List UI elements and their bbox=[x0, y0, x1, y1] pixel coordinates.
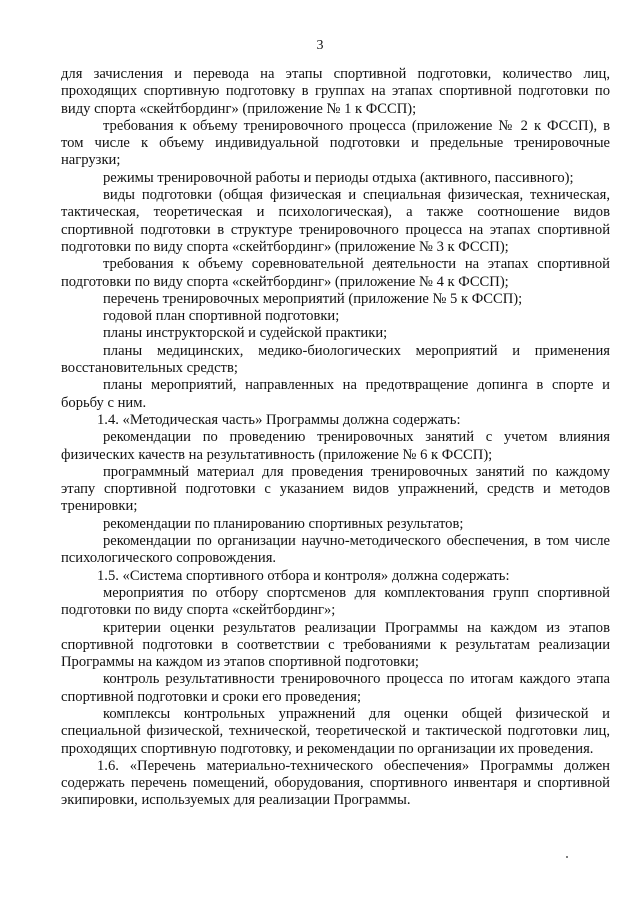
scan-speck bbox=[566, 856, 568, 858]
paragraph-scientific-support: рекомендации по организации научно-методического обеспечения, в том числе психологического сопровождения. bbox=[61, 533, 610, 567]
paragraph-instructor-practice: планы инструкторской и судейской практики; bbox=[103, 325, 388, 342]
paragraph-anti-doping: планы мероприятий, направленных на предотвращение допинга в спорте и борьбу с ним. bbox=[61, 377, 610, 411]
paragraph-athlete-selection: мероприятия по отбору спортсменов для комплектования групп спортивной подготовки по виду спорта «скейтбординг»; bbox=[61, 584, 610, 619]
paragraph-training-types: виды подготовки (общая физическая и специальная физическая, техническая, тактическая, теоретическая и психологическая), а также соотношение видов спортивной подготовки в структуре тренировочного процесса на этапах спортивной подготовки по виду спорта «скейтбординг» (приложение № 3 к ФССП); bbox=[61, 187, 610, 255]
paragraph-training-events: перечень тренировочных мероприятий (приложение № 5 к ФССП); bbox=[103, 290, 523, 307]
section-1-4-heading: 1.4. «Методическая часть» Программы должна содержать: bbox=[97, 411, 461, 428]
paragraph-program-material: программный материал для проведения тренировочных занятий по каждому этапу спортивной подготовки с указанием видов упражнений, средств и методов тренировки; bbox=[61, 463, 610, 515]
paragraph-control-exercises: комплексы контрольных упражнений для оценки общей физической и специальной физической, технической, теоретической и тактической подготовки лиц, проходящих спортивную подготовку, и рекомендации по организации их проведения. bbox=[61, 705, 610, 757]
paragraph-work-rest-modes: режимы тренировочной работы и периоды отдыха (активного, пассивного); bbox=[103, 169, 574, 186]
page-number: 3 bbox=[316, 38, 324, 53]
paragraph-annual-plan: годовой план спортивной подготовки; bbox=[103, 308, 340, 325]
document-body bbox=[61, 66, 610, 810]
paragraph-admission-criteria: для зачисления и перевода на этапы спортивной подготовки, количество лиц, проходящих спортивную подготовку в группах на этапах спортивной подготовки по виду спорта «скейтбординг» (приложение № 1 к ФССП); bbox=[61, 66, 610, 117]
paragraph-training-volume: требования к объему тренировочного процесса (приложение № 2 к ФССП), в том числе к объему индивидуальной подготовки и предельные тренировочные нагрузки; bbox=[61, 117, 610, 169]
paragraph-results-planning: рекомендации по планированию спортивных результатов; bbox=[103, 515, 464, 532]
paragraph-training-recommendations: рекомендации по проведению тренировочных занятий с учетом влияния физических качеств на результативность (приложение № 6 к ФССП); bbox=[61, 429, 610, 463]
paragraph-medical-plans: планы медицинских, медико-биологических мероприятий и применения восстановительных средств; bbox=[61, 342, 610, 377]
section-1-6-paragraph: 1.6. «Перечень материально-технического обеспечения» Программы должен содержать перечень помещений, оборудования, спортивного инвентаря и спортивной экипировки, используемых для реализации Программы. bbox=[61, 757, 610, 809]
paragraph-competition-volume: требования к объему соревновательной деятельности на этапах спортивной подготовки по виду спорта «скейтбординг» (приложение № 4 к ФССП); bbox=[61, 256, 610, 290]
paragraph-evaluation-criteria: критерии оценки результатов реализации Программы на каждом из этапов спортивной подготовки в соответствии с требованиями к результатам реализации Программы на каждом из этапов спортивной подготовки; bbox=[61, 619, 610, 671]
section-1-5-heading: 1.5. «Система спортивного отбора и контроля» должна содержать: bbox=[97, 567, 510, 584]
paragraph-performance-control: контроль результативности тренировочного процесса по итогам каждого этапа спортивной подготовки и сроки его проведения; bbox=[61, 671, 610, 705]
